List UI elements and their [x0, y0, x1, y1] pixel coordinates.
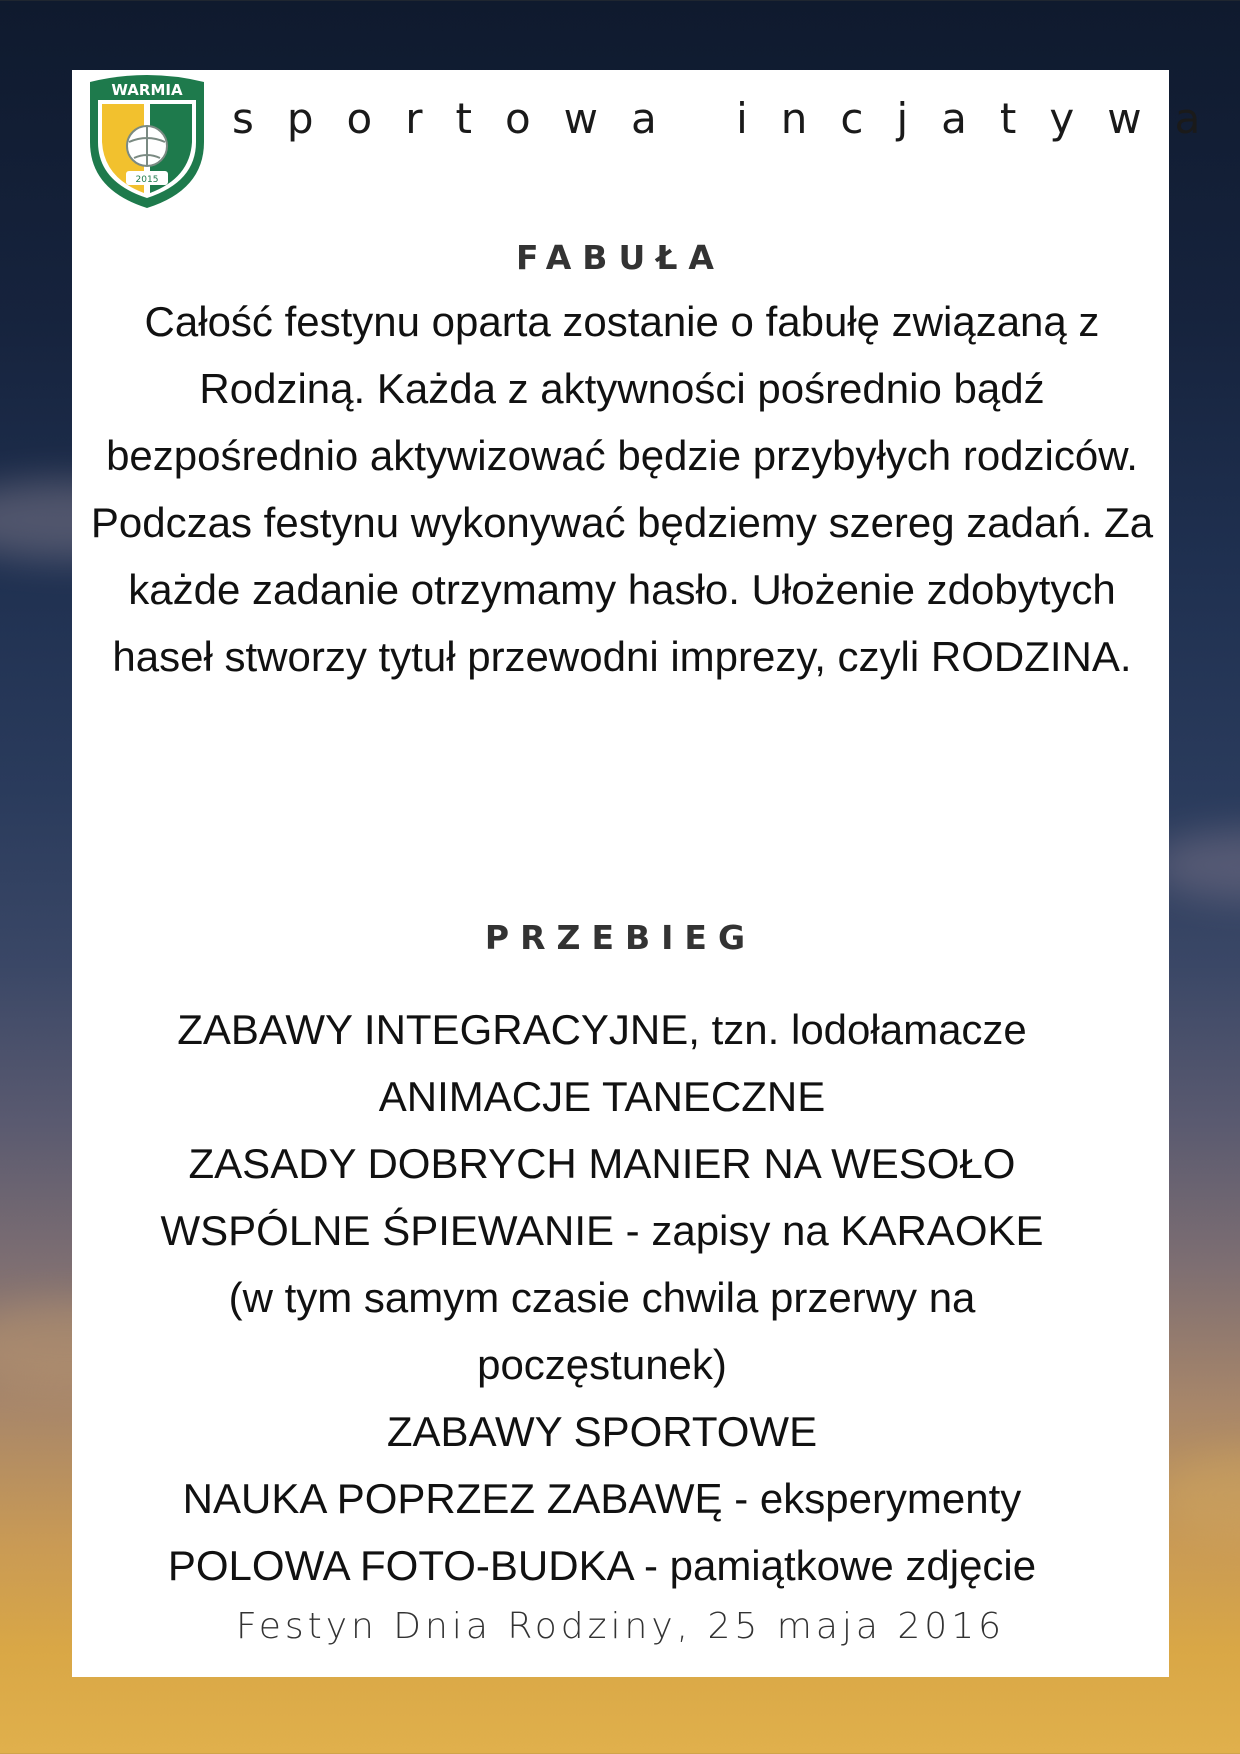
- przebieg-heading: PRZEBIEG: [484, 918, 757, 957]
- content-card: [72, 70, 1234, 1677]
- przebieg-item: ANIMACJE TANECZNE: [378, 1073, 826, 1120]
- fabula-heading: FABUŁA: [516, 238, 725, 277]
- sky-cloud: [1160, 1450, 1240, 1540]
- przebieg-item: poczęstunek): [477, 1341, 727, 1388]
- tagline: sportowa incjatywa: [232, 94, 1234, 143]
- fabula-paragraph: Całość festynu oparta zostanie o fabułę związaną z Rodziną. Każda z aktywności pośrednio bądź bezpośrednio aktywizować będzie przybyłych rodziców. Podczas festynu wykonywać będziemy szereg zadań. Za każde zadanie otrzymamy hasło. Ułożenie zdobytych haseł stworzy tytuł przewodni imprezy, czyli RODZINA.: [90, 298, 1154, 680]
- przebieg-item: ZASADY DOBRYCH MANIER NA WESOŁO: [188, 1140, 1016, 1187]
- przebieg-list: [72, 996, 1132, 1599]
- przebieg-item: POLOWA FOTO-BUDKA - pamiątkowe zdjęcie: [167, 1542, 1037, 1589]
- przebieg-item: ZABAWY INTEGRACYJNE, tzn. lodołamacze: [177, 1006, 1027, 1053]
- przebieg-item: (w tym samym czasie chwila przerwy na: [228, 1274, 976, 1321]
- przebieg-item: NAUKA POPRZEZ ZABAWĘ - eksperymenty: [182, 1475, 1022, 1522]
- event-footer: Festyn Dnia Rodziny, 25 maja 2016: [235, 1606, 1006, 1647]
- logo-year: 2015: [135, 175, 159, 185]
- warmia-club-logo: [82, 72, 212, 212]
- logo-text: WARMIA: [111, 81, 183, 99]
- przebieg-item: WSPÓLNE ŚPIEWANIE - zapisy na KARAOKE: [160, 1207, 1044, 1254]
- przebieg-item: ZABAWY SPORTOWE: [386, 1408, 818, 1455]
